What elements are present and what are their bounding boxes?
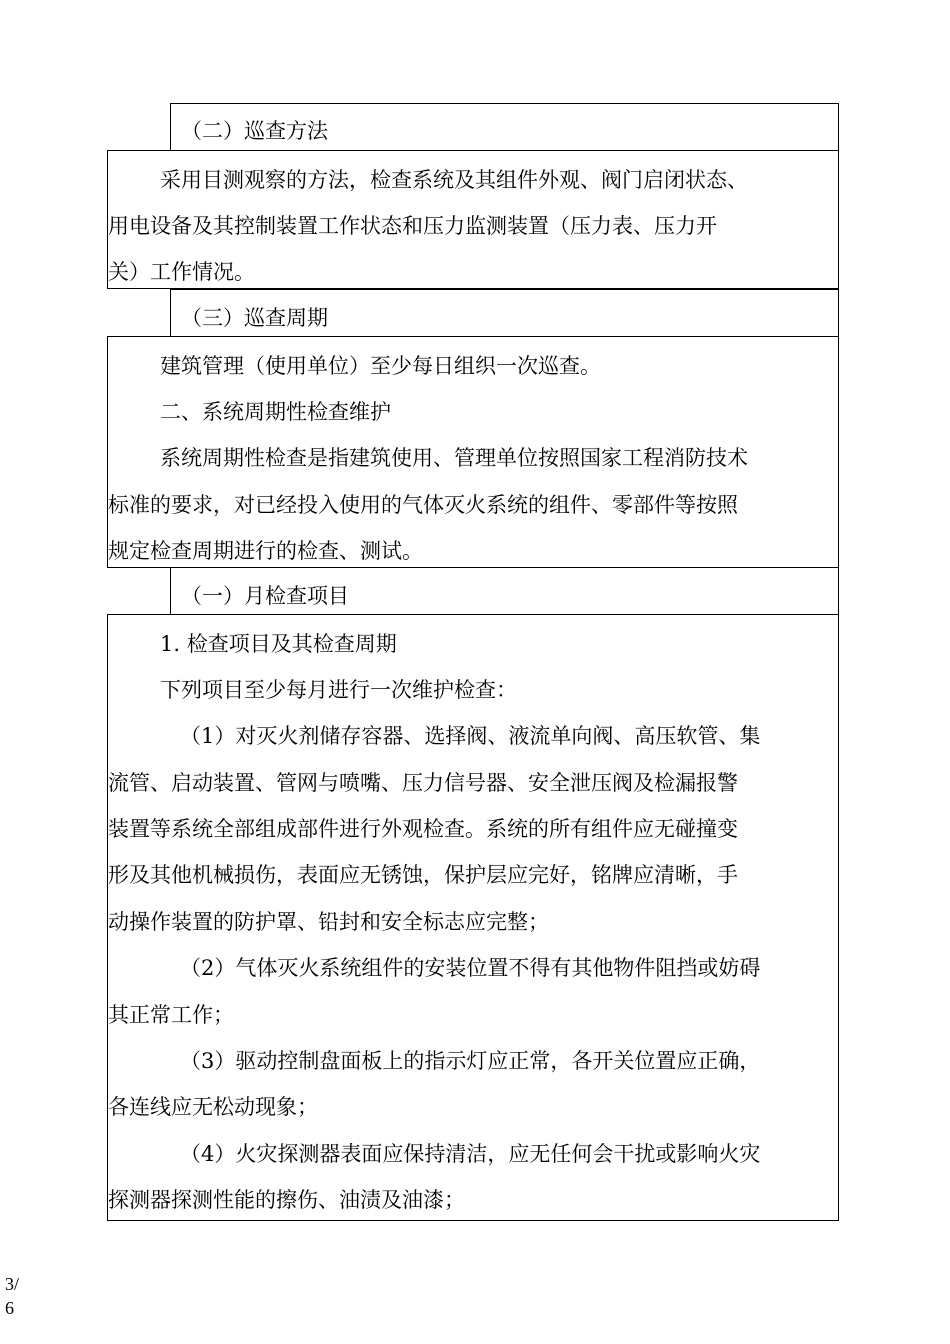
- text-line: 1. 检查项目及其检查周期: [160, 632, 397, 656]
- text-line: 其正常工作；: [108, 1003, 234, 1027]
- text-line: 下列项目至少每月进行一次维护检查：: [160, 678, 517, 702]
- heading-text: （三）巡查周期: [181, 306, 328, 330]
- heading-inspection-method: [170, 103, 839, 151]
- text-line: 建筑管理（使用单位）至少每日组织一次巡查。: [160, 354, 601, 378]
- text-line: （3）驱动控制盘面板上的指示灯应正常，各开关位置应正确，: [180, 1049, 761, 1073]
- heading-inspection-cycle: [170, 289, 839, 337]
- heading-text: （一）月检查项目: [181, 584, 349, 608]
- text-line: 动操作装置的防护罩、铅封和安全标志应完整；: [108, 910, 549, 934]
- text-line: （2）气体灭火系统组件的安装位置不得有其他物件阻挡或妨碍: [180, 956, 761, 980]
- text-line: 探测器探测性能的擦伤、油渍及油漆；: [108, 1188, 465, 1212]
- text-line: （4）火灾探测器表面应保持清洁，应无任何会干扰或影响火灾: [180, 1142, 761, 1166]
- text-line: 标准的要求，对已经投入使用的气体灭火系统的组件、零部件等按照: [108, 493, 738, 517]
- text-line: 形及其他机械损伤，表面应无锈蚀，保护层应完好，铭牌应清晰，手: [108, 863, 738, 887]
- cycle-paragraph: [107, 336, 839, 568]
- text-line: 用电设备及其控制装置工作状态和压力监测装置（压力表、压力开: [108, 214, 717, 238]
- heading-text: （二）巡查方法: [181, 119, 328, 143]
- text-line: 流管、启动装置、管网与喷嘴、压力信号器、安全泄压阀及检漏报警: [108, 771, 738, 795]
- text-line: 关）工作情况。: [108, 260, 255, 284]
- page-number-top: 3/: [5, 1274, 20, 1294]
- text-line: （1）对灭火剂储存容器、选择阀、液流单向阀、高压软管、集: [180, 724, 761, 748]
- text-line: 系统周期性检查是指建筑使用、管理单位按照国家工程消防技术: [160, 446, 748, 470]
- text-line: 二、系统周期性检查维护: [160, 400, 391, 424]
- text-line: 规定检查周期进行的检查、测试。: [108, 539, 423, 563]
- heading-monthly-items: [170, 567, 839, 615]
- monthly-paragraph: [107, 614, 839, 1221]
- text-line: 采用目测观察的方法，检查系统及其组件外观、阀门启闭状态、: [160, 168, 748, 192]
- text-line: 各连线应无松动现象；: [108, 1095, 318, 1119]
- method-paragraph: [107, 150, 839, 289]
- text-line: 装置等系统全部组成部件进行外观检查。系统的所有组件应无碰撞变: [108, 817, 738, 841]
- page-number-bottom: 6: [5, 1298, 14, 1318]
